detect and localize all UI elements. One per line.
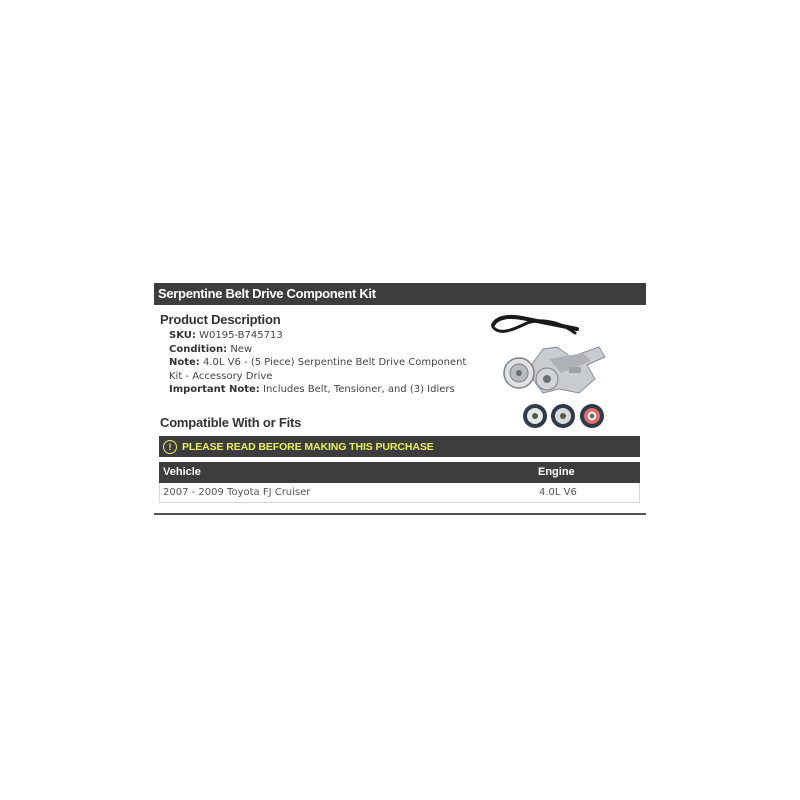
idler-pulley-icon <box>580 404 604 428</box>
table-row <box>159 483 640 503</box>
condition-label: Condition: <box>169 343 228 355</box>
condition-line <box>169 343 469 357</box>
sku-value: W0195-B745713 <box>199 330 283 341</box>
sku-label: SKU: <box>169 330 196 341</box>
vehicle-cell: 2007 - 2009 Toyota FJ Cruiser <box>163 487 311 498</box>
note-label: Note: <box>169 357 200 369</box>
engine-cell: 4.0L V6 <box>539 487 577 498</box>
fitment-table-header <box>159 462 640 483</box>
tensioner-icon <box>504 347 605 393</box>
compatibility-heading: Compatible With or Fits <box>160 415 302 430</box>
note-value-continued: Kit - Accessory Drive <box>169 370 273 382</box>
purchase-warning-banner <box>159 436 640 457</box>
vehicle-column-header: Vehicle <box>163 466 201 478</box>
idler-pulley-icon <box>523 404 547 428</box>
sku-line <box>169 329 469 343</box>
belt-icon <box>493 317 577 333</box>
warning-icon: ! <box>163 440 177 454</box>
important-note-value: Includes Belt, Tensioner, and (3) Idlers <box>263 384 455 396</box>
note-value: 4.0L V6 - (5 Piece) Serpentine Belt Drive Component <box>203 357 467 369</box>
note-line <box>169 356 469 370</box>
warning-text: PLEASE READ BEFORE MAKING THIS PURCHASE <box>182 440 434 453</box>
idler-pulley-icon <box>551 404 575 428</box>
product-card <box>154 283 646 516</box>
engine-column-header: Engine <box>538 466 575 478</box>
note-line-continued <box>169 370 469 384</box>
condition-value: New <box>230 343 253 355</box>
card-title: Serpentine Belt Drive Component Kit <box>154 283 646 305</box>
important-note-line <box>169 383 469 397</box>
product-image <box>487 313 615 431</box>
important-note-label: Important Note: <box>169 384 260 396</box>
bottom-divider <box>154 513 646 515</box>
product-description <box>169 329 469 397</box>
product-description-heading: Product Description <box>160 312 281 327</box>
